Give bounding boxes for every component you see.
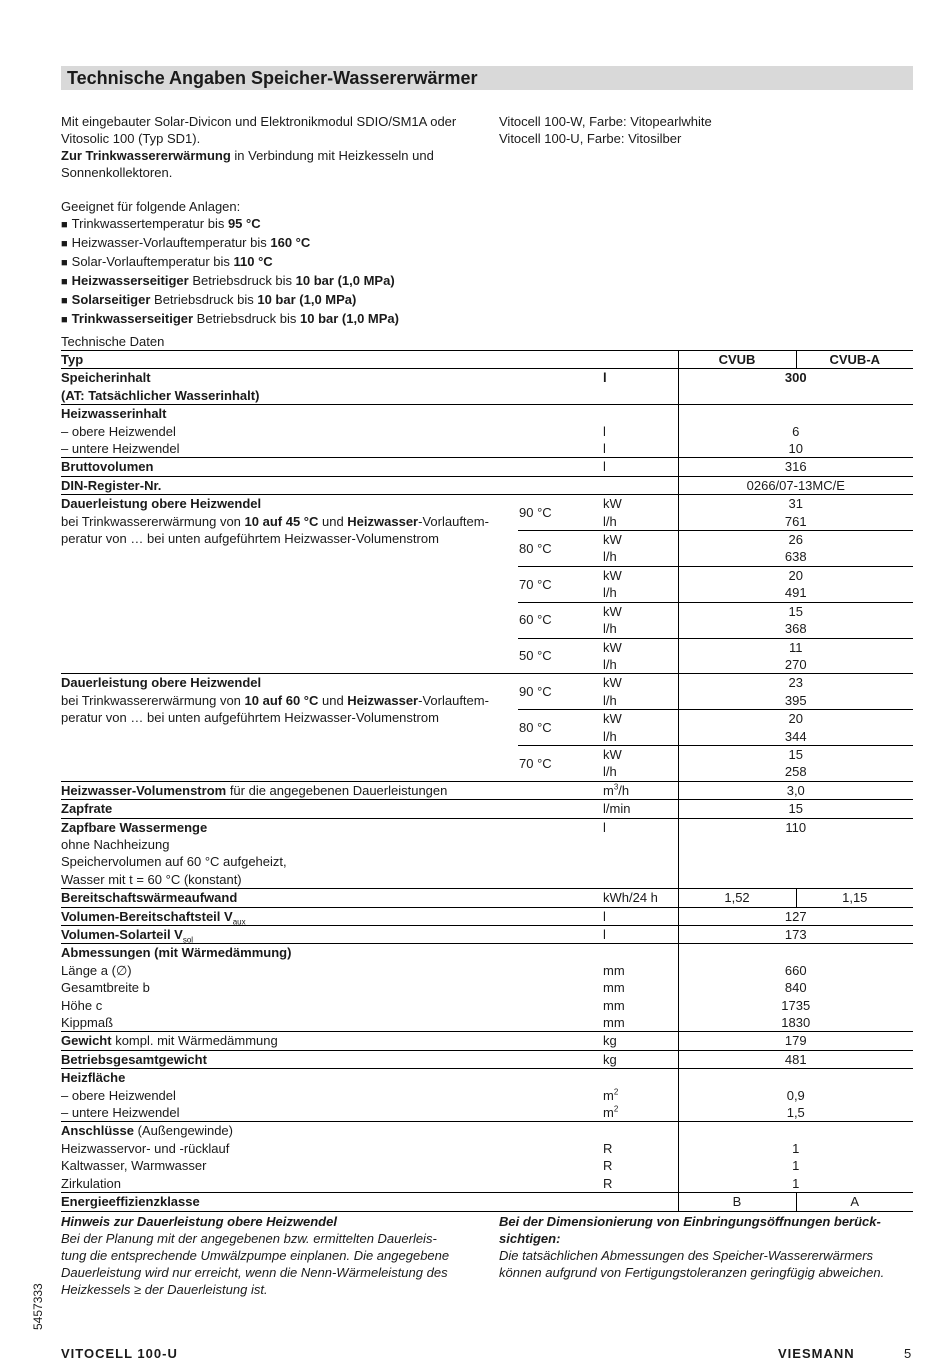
subscript: aux [232, 917, 246, 927]
cell-text: 179 [784, 1033, 807, 1049]
bold-text: Heizwasserinhalt [61, 406, 167, 422]
temperature: 50 °C [519, 648, 552, 664]
diameter-icon: ∅ [115, 962, 128, 978]
technical-data-table [61, 350, 913, 1212]
cell-text: 270 [784, 656, 807, 672]
table-row [61, 889, 913, 907]
table-cell [603, 495, 678, 531]
intro-line: Mit eingebauter Solar-Divicon und Elektronikmodul SDIO/SM1A oder [61, 114, 457, 129]
cell-text: 491 [784, 585, 807, 601]
cell-text: 1 [792, 1140, 800, 1156]
bullet-item [61, 310, 491, 329]
table-cell [678, 638, 913, 674]
cell-text: bei Trinkwassererwärmung von [61, 692, 245, 708]
table-row [61, 1069, 913, 1122]
table-cell [61, 1032, 603, 1050]
bullet-bold: 10 bar (1,0 MPa) [257, 292, 357, 307]
table-row [61, 1050, 913, 1068]
bold-text: Zapfbare Wassermenge [61, 819, 208, 835]
note-title: Bei der Dimensionierung von Einbringungsöffnungen berück- [499, 1214, 881, 1229]
cell-text: Länge a ( [61, 962, 116, 978]
table-row [61, 476, 913, 494]
table-cell [603, 1122, 678, 1193]
table-cell [678, 1122, 913, 1193]
bold-text: Betriebsgesamtgewicht [61, 1051, 207, 1067]
bullet-text: Betriebsdruck bis [150, 292, 258, 307]
cell-text: 6 [792, 423, 800, 439]
bold-text: Heizfläche [61, 1070, 126, 1086]
table-cell [678, 818, 913, 889]
cell-text: kW [603, 567, 622, 583]
table-row [61, 495, 913, 531]
table-cell [678, 781, 913, 799]
table-cell [61, 458, 603, 476]
table-cell [603, 944, 678, 1032]
table-cell [61, 1193, 678, 1211]
table-cell [678, 944, 913, 1032]
table-cell [518, 745, 603, 781]
page-number: 5 [904, 1346, 912, 1361]
table-cell [678, 889, 796, 907]
table-cell [603, 926, 678, 944]
bullet-bold: 110 °C [233, 254, 273, 269]
cell-text: kW [603, 532, 622, 548]
bold-text: Abmessungen (mit Wärmedämmung) [61, 945, 292, 961]
table-cell [678, 566, 913, 602]
table-cell [603, 531, 678, 567]
table-cell [678, 745, 913, 781]
brand-logo: VIESMANN [778, 1346, 855, 1361]
table-row [61, 818, 913, 889]
cell-text: R [603, 1175, 613, 1191]
table-cell [61, 495, 518, 674]
cell-text: kW [603, 711, 622, 727]
product-name: VITOCELL 100-U [61, 1346, 178, 1361]
superscript: 2 [613, 1087, 619, 1097]
cell-text: mm [603, 1015, 625, 1031]
bullet-text: Trinkwassertemperatur bis [71, 216, 228, 231]
bold-text: (AT: Tatsächlicher Wasserinhalt) [61, 387, 260, 403]
cell-text: Wasser mit t = 60 °C (konstant) [61, 871, 242, 887]
intro-line: Sonnenkollektoren. [61, 165, 173, 180]
table-cell [61, 476, 678, 494]
cell-text: m [603, 782, 614, 798]
bold-text: Anschlüsse [61, 1123, 134, 1139]
cell-text: 1735 [781, 997, 811, 1013]
cell-text: kg [603, 1051, 617, 1067]
table-cell [678, 1032, 913, 1050]
bold-text: Zapfrate [61, 801, 113, 817]
cell-text: 344 [784, 728, 807, 744]
cell-text: l/h [603, 692, 617, 708]
table-cell [678, 602, 913, 638]
document-number: 5457333 [31, 1283, 45, 1330]
table-cell [61, 674, 518, 781]
cell-text: B [732, 1194, 742, 1210]
table-cell [796, 351, 913, 369]
table-cell [603, 889, 678, 907]
table-cell [796, 1193, 913, 1211]
bullet-icon: ■ [61, 238, 68, 250]
bullet-item [61, 272, 491, 291]
table-cell [678, 800, 913, 818]
table-cell [518, 566, 603, 602]
cell-text: m [603, 1105, 614, 1121]
cell-text: 31 [788, 496, 803, 512]
bold-text: Bruttovolumen [61, 459, 154, 475]
table-row [61, 405, 913, 458]
bullet-icon: ■ [61, 276, 68, 288]
note-line: Bei der Planung mit der angegebenen bzw. ermittelten Dauerleis- [61, 1231, 437, 1246]
table-cell [678, 710, 913, 746]
bullet-bold: 95 °C [227, 216, 261, 231]
cell-text: kW [603, 675, 622, 691]
bold-text: Heizwasser-Volumenstrom [61, 782, 227, 798]
cell-text: l [603, 459, 606, 475]
table-cell [518, 638, 603, 674]
table-cell [603, 907, 678, 925]
cell-text: l/min [603, 801, 631, 817]
bullet-bold: Trinkwasserseitiger [71, 311, 194, 326]
table-row [61, 781, 913, 799]
bold-text: Heizwasser [347, 692, 419, 708]
table-cell [678, 369, 913, 405]
cell-text: m [603, 1087, 614, 1103]
bullet-icon: ■ [61, 257, 68, 269]
bullet-bold: Solarseitiger [71, 292, 151, 307]
cell-text: l/h [603, 513, 617, 529]
bold-text: DIN-Register-Nr. [61, 477, 162, 493]
cell-text: peratur von … bei unten aufgeführtem Heizwasser-Volumenstrom [61, 531, 439, 547]
bold-text: Volumen-Solarteil V [61, 927, 183, 942]
cell-text: 110 [785, 819, 807, 835]
intro-left [61, 113, 491, 329]
bold-text: Energieeffizienzklasse [61, 1194, 200, 1210]
bullet-bold: 10 bar (1,0 MPa) [300, 311, 399, 326]
cell-text: mm [603, 980, 625, 996]
table-row [61, 1122, 913, 1193]
note-title: Hinweis zur Dauerleistung obere Heizwendel [61, 1214, 337, 1229]
table-caption: Technische Daten [61, 334, 165, 349]
cell-text: l [603, 441, 606, 457]
intro-right-line: Vitocell 100-U, Farbe: Vitosilber [499, 131, 682, 146]
note-right [499, 1213, 919, 1281]
cell-text: – obere Heizwendel [61, 423, 176, 439]
table-cell [603, 800, 678, 818]
table-cell [796, 889, 913, 907]
cell-text: 0,9 [786, 1087, 805, 1103]
cell-text: – obere Heizwendel [61, 1087, 176, 1103]
table-row [61, 800, 913, 818]
temperature: 80 °C [519, 540, 552, 556]
temperature: 70 °C [519, 755, 552, 771]
cell-text: kW [603, 603, 622, 619]
note-left [61, 1213, 481, 1298]
cell-text: 3,0 [786, 782, 805, 798]
cell-text: Speichervolumen auf 60 °C aufgeheizt, [61, 854, 287, 870]
table-cell [603, 1032, 678, 1050]
table-cell [678, 476, 913, 494]
table-cell [603, 638, 678, 674]
cell-text: Gesamtbreite b [61, 980, 150, 996]
cell-text: – untere Heizwendel [61, 441, 180, 457]
bullet-item [61, 253, 491, 272]
cell-text: ) [127, 962, 132, 978]
table-cell [603, 1050, 678, 1068]
table-cell [61, 369, 603, 405]
table-cell [678, 531, 913, 567]
cell-text: 11 [789, 639, 803, 655]
table-cell [603, 781, 678, 799]
table-cell [678, 926, 913, 944]
table-cell [61, 1069, 603, 1122]
bold-text: Heizwasser [347, 513, 419, 529]
cell-text: kg [603, 1033, 617, 1049]
cell-text: 258 [784, 764, 807, 780]
type-label: Typ [61, 352, 84, 367]
cell-text: ohne Nachheizung [61, 836, 170, 852]
table-cell [518, 531, 603, 567]
subscript: sol [182, 935, 194, 945]
table-cell [678, 351, 796, 369]
cell-text: 660 [784, 962, 807, 978]
table-row [61, 907, 913, 925]
table-row [61, 369, 913, 405]
bold-text: Bereitschaftswärmeaufwand [61, 890, 238, 906]
superscript: 2 [613, 1104, 619, 1114]
page-title: Technische Angaben Speicher-Wassererwärmer [67, 68, 478, 88]
note-title: sichtigen: [499, 1231, 561, 1246]
cell-text: 15 [788, 801, 803, 817]
table-cell [603, 405, 678, 458]
intro-line: Vitosolic 100 (Typ SD1). [61, 131, 201, 146]
cell-text: l [603, 927, 606, 942]
bold-text: Dauerleistung obere Heizwendel [61, 675, 262, 691]
table-cell [603, 369, 678, 405]
bullet-bold: 160 °C [270, 235, 311, 250]
table-row [61, 944, 913, 1032]
temperature: 70 °C [519, 576, 552, 592]
cell-text: l/h [603, 549, 617, 565]
table-cell [61, 1122, 603, 1193]
temperature: 90 °C [519, 504, 552, 520]
table-row [61, 1193, 913, 1211]
cell-text: 316 [784, 459, 807, 475]
table-cell [518, 495, 603, 531]
table-cell [61, 781, 603, 799]
table-row [61, 351, 913, 369]
suited-heading: Geeignet für folgende Anlagen: [61, 199, 241, 214]
cell-text: 1830 [781, 1015, 811, 1031]
table-cell [61, 944, 603, 1032]
bullet-icon: ■ [61, 219, 68, 231]
cell-text: bei Trinkwassererwärmung von [61, 513, 245, 529]
cell-text: Höhe c [61, 997, 103, 1013]
note-line: Die tatsächlichen Abmessungen des Speicher-Wassererwärmers [499, 1248, 874, 1263]
cell-text: A [850, 1194, 860, 1210]
cell-text: l/h [603, 585, 617, 601]
cell-text: kompl. mit Wärmedämmung [111, 1033, 278, 1049]
cell-text: 638 [784, 549, 807, 565]
cell-text: und [318, 692, 348, 708]
table-cell [678, 674, 913, 710]
note-line: Dauerleistung wird nur erreicht, wenn die Nenn-Wärmeleistung des [61, 1265, 448, 1280]
bullet-icon: ■ [61, 295, 68, 307]
cell-text: l/h [603, 764, 617, 780]
cell-text: 395 [784, 692, 807, 708]
cell-text: 20 [788, 567, 803, 583]
table-cell [61, 1050, 603, 1068]
title-bar [61, 66, 913, 90]
table-cell [61, 405, 603, 458]
table-cell [678, 1193, 796, 1211]
bullet-item [61, 234, 491, 253]
table-cell [518, 602, 603, 638]
cell-text: 20 [788, 711, 803, 727]
cell-text: für die angegebenen Dauerleistungen [226, 782, 448, 798]
bullet-icon: ■ [61, 314, 68, 326]
table-cell [61, 926, 603, 944]
cell-text: l/h [603, 621, 617, 637]
intro-right-line: Vitocell 100-W, Farbe: Vitopearlwhite [499, 114, 712, 129]
note-line: tung die entsprechende Umwälzpumpe einplanen. Die angegebene [61, 1248, 450, 1263]
cell-text: mm [603, 997, 625, 1013]
cell-text: kW [603, 639, 622, 655]
cell-text: 173 [784, 927, 807, 942]
cell-text: 761 [784, 513, 807, 529]
cell-text: Zirkulation [61, 1175, 121, 1191]
cell-text: 15 [788, 603, 803, 619]
bold-text: l [603, 370, 607, 386]
cell-text: 10 [788, 441, 803, 457]
bold-text: Dauerleistung obere Heizwendel [61, 496, 262, 512]
table-cell [603, 566, 678, 602]
col-cvub: CVUB [718, 352, 756, 367]
temperature: 90 °C [519, 684, 552, 700]
cell-text: l/h [603, 728, 617, 744]
cell-text: 368 [784, 621, 807, 637]
cell-text: 1 [792, 1158, 800, 1174]
table-cell [678, 1069, 913, 1122]
cell-text: l [603, 423, 606, 439]
cell-text: mm [603, 962, 625, 978]
table-cell [603, 602, 678, 638]
cell-text: 1,52 [724, 890, 750, 906]
table-cell [61, 351, 678, 369]
cell-text: kW [603, 746, 622, 762]
bullet-list [61, 215, 491, 329]
cell-text: kW [603, 496, 622, 512]
table-row [61, 458, 913, 476]
cell-text: 481 [784, 1051, 807, 1067]
cell-text: -Vorlauftem- [418, 692, 489, 708]
table-row [61, 674, 913, 710]
cell-text: Kippmaß [61, 1015, 114, 1031]
cell-text: -Vorlauftem- [418, 513, 489, 529]
intro-right [499, 113, 919, 147]
cell-text: 1,5 [786, 1105, 805, 1121]
cell-text: 127 [784, 908, 807, 924]
bullet-bold: 10 bar (1,0 MPa) [295, 273, 395, 288]
table-cell [61, 800, 603, 818]
bold-text: Volumen-Bereitschaftsteil V [61, 908, 233, 924]
table-cell [678, 458, 913, 476]
bold-text: Speicherinhalt [61, 370, 151, 386]
bold-text: 300 [784, 370, 807, 386]
table-cell [603, 745, 678, 781]
table-cell [61, 907, 603, 925]
cell-text: peratur von … bei unten aufgeführtem Heizwasser-Volumenstrom [61, 710, 439, 726]
cell-text: 1 [792, 1175, 800, 1191]
table-cell [518, 674, 603, 710]
temperature: 60 °C [519, 612, 552, 628]
cell-text: 15 [788, 746, 803, 762]
cell-text: l [603, 908, 606, 924]
table-cell [678, 495, 913, 531]
table-cell [678, 907, 913, 925]
bullet-item [61, 215, 491, 234]
bullet-bold: Heizwasserseitiger [71, 273, 189, 288]
superscript: 3 [613, 782, 619, 792]
bullet-text: Betriebsdruck bis [188, 273, 296, 288]
intro-line [61, 147, 491, 164]
table-row [61, 1032, 913, 1050]
cell-text: und [318, 513, 348, 529]
cell-text: 23 [788, 675, 803, 691]
cell-text: 840 [784, 980, 807, 996]
cell-text: – untere Heizwendel [61, 1105, 180, 1121]
temperature: 80 °C [519, 719, 552, 735]
table-cell [518, 710, 603, 746]
cell-text: R [603, 1158, 613, 1174]
bullet-text: Heizwasser-Vorlauftemperatur bis [71, 235, 271, 250]
cell-text: 0266/07-13MC/E [746, 477, 845, 493]
bold-text: 10 auf 60 °C [244, 692, 319, 708]
bullet-text: Solar-Vorlauftemperatur bis [71, 254, 234, 269]
table-cell [603, 818, 678, 889]
cell-text: kWh/24 h [603, 890, 658, 906]
table-cell [61, 818, 603, 889]
table-cell [603, 1069, 678, 1122]
bullet-text: Betriebsdruck bis [193, 311, 300, 326]
cell-text: R [603, 1140, 613, 1156]
intro-text: in Verbindung mit Heizkesseln und [230, 148, 434, 163]
table-cell [603, 458, 678, 476]
note-line: Heizkessels ≥ der Dauerleistung ist. [61, 1282, 268, 1297]
table-row [61, 926, 913, 944]
table-cell [603, 710, 678, 746]
cell-text: (Außengewinde) [133, 1123, 233, 1139]
intro-bold: Zur Trinkwassererwärmung [61, 148, 231, 163]
table-cell [603, 674, 678, 710]
table-cell [678, 405, 913, 458]
table-cell [678, 1050, 913, 1068]
cell-text: /h [618, 782, 630, 798]
col-cvuba: CVUB-A [829, 352, 881, 367]
cell-text: 26 [788, 532, 803, 548]
bullet-item [61, 291, 491, 310]
note-line: können aufgrund von Fertigungstoleranzen geringfügig abweichen. [499, 1265, 885, 1280]
cell-text: Heizwasservor- und -rücklauf [61, 1140, 230, 1156]
bold-text: 10 auf 45 °C [244, 513, 319, 529]
bold-text: Gewicht [61, 1033, 112, 1049]
cell-text: Kaltwasser, Warmwasser [61, 1158, 207, 1174]
cell-text: l/h [603, 656, 617, 672]
cell-text: 1,15 [842, 890, 868, 906]
cell-text: l [603, 819, 606, 835]
table-cell [61, 889, 603, 907]
